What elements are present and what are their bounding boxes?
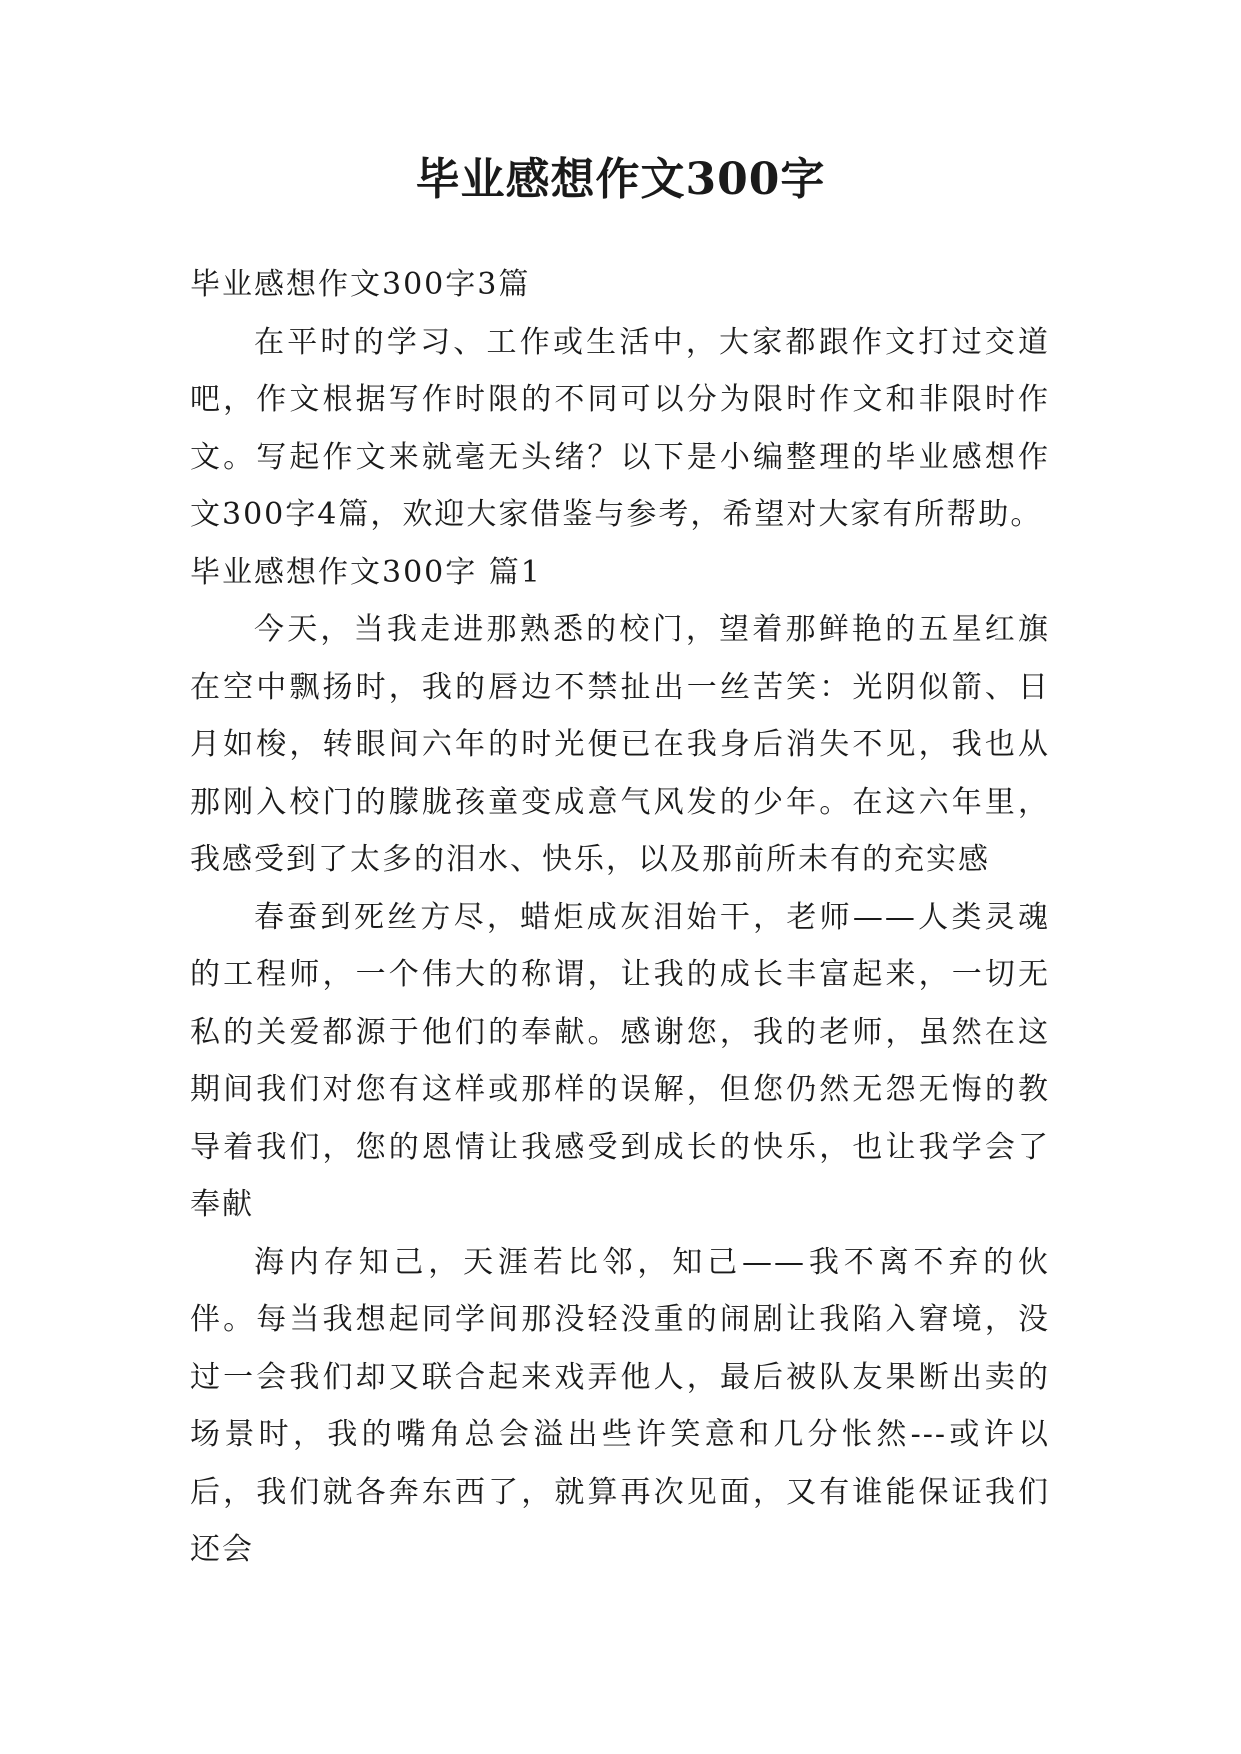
body-paragraph-2: 春蚕到死丝方尽，蜡炬成灰泪始干，老师——人类灵魂的工程师，一个伟大的称谓，让我的成长丰富起来，一切无私的关爱都源于他们的奉献。感谢您，我的老师，虽然在这期间我们对您有这样或那样的误解，但您仍然无怨无悔的教导着我们，您的恩情让我感受到成长的快乐，也让我学会了奉献 (190, 899, 1050, 1222)
document-body (190, 256, 1050, 1579)
body-paragraph-3: 海内存知己，天涯若比邻，知己——我不离不弃的伙伴。每当我想起同学间那没轻没重的闹剧让我陷入窘境，没过一会我们却又联合起来戏弄他人，最后被队友果断出卖的场景时，我的嘴角总会溢出些许笑意和几分怅然---或许以后，我们就各奔东西了，就算再次见面，又有谁能保证我们还会 (190, 1244, 1050, 1567)
body-paragraph-1: 今天，当我走进那熟悉的校门，望着那鲜艳的五星红旗在空中飘扬时，我的唇边不禁扯出一丝苦笑：光阴似箭、日月如梭，转眼间六年的时光便已在我身后消失不见，我也从那刚入校门的朦胧孩童变成意气风发的少年。在这六年里，我感受到了太多的泪水、快乐，以及那前所未有的充实感 (190, 612, 1050, 877)
intro-paragraph: 在平时的学习、工作或生活中，大家都跟作文打过交道吧，作文根据写作时限的不同可以分为限时作文和非限时作文。写起作文来就毫无头绪？以下是小编整理的毕业感想作文300字4篇，欢迎大家借鉴与参考，希望对大家有所帮助。 (190, 324, 1050, 532)
subtitle-line: 毕业感想作文300字3篇 (190, 267, 531, 302)
document-title: 毕业感想作文300字 (415, 154, 826, 205)
section-heading-1: 毕业感想作文300字 篇1 (190, 554, 542, 590)
